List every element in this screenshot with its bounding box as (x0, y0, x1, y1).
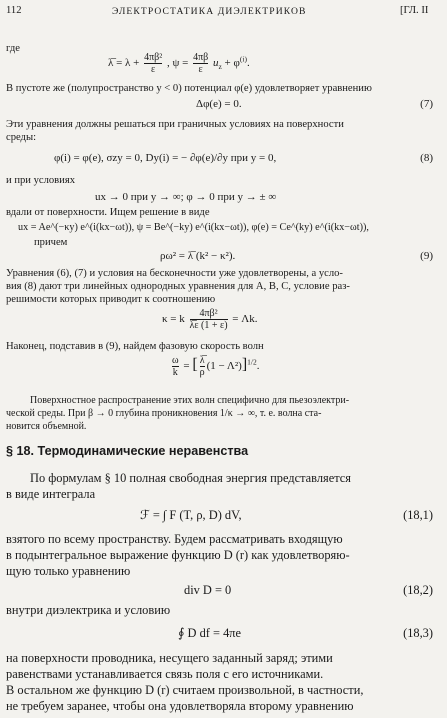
section-p3-line-1: внутри диэлектрика и условию (6, 603, 171, 617)
and-conditions: и при условиях (6, 175, 76, 186)
psi-den: ε (193, 63, 208, 75)
boundary-conditions: ux → 0 при y → ∞; φ → 0 при y → ± ∞ (95, 191, 277, 203)
section-p1-line-2: в виде интеграла (6, 487, 96, 501)
paragraph-line-3: решимости которых приводит к соотношению (6, 294, 216, 305)
equation-7-number: (7) (420, 98, 433, 110)
paragraph-line-2: вия (8) дают три линейных однородных уравнения для A, B, C, условие раз- (6, 281, 350, 292)
psi-tail: + φ (221, 57, 240, 70)
psi-u: u (212, 57, 219, 70)
lambda-den: ε (144, 63, 162, 75)
lambda-num: 4πβ² (144, 52, 163, 63)
section-p2-line-2: в подынтегральное выражение функцию D (r) как удовлетворяю- (6, 548, 350, 562)
running-title: ЭЛЕКТРОСТАТИКА ДИЭЛЕКТРИКОВ (112, 6, 307, 17)
kappa-formula (162, 308, 257, 331)
equation-7: Δφ(e) = 0. (196, 98, 242, 110)
equation-18-1: ℱ = ∫ F (T, ρ, D) dV, (140, 508, 242, 522)
rho-den: ρ (199, 367, 205, 378)
speed-tail: (1 − Λ²) (206, 360, 242, 373)
section-p4-line-3: В остальном же функцию D (r) считаем произвольной, в частности, (6, 683, 364, 697)
kappa-fraction (190, 308, 228, 331)
speed-end: . (256, 360, 260, 373)
equation-8: φ(i) = φ(e), σzy = 0, Dy(i) = − ∂φ(e)/∂y при y = 0, (54, 152, 277, 164)
kappa-rhs: = Λk. (232, 313, 258, 326)
equation-18-1-number: (18,1) (403, 508, 433, 522)
paragraph-line-1: Уравнения (6), (7) и условия на бесконечности уже удовлетворены, а усло- (6, 268, 343, 279)
note-line-1: Поверхностное распространение этих волн специфично для пьезоэлектри- (30, 395, 350, 406)
section-p4-line-2: равенствами устанавливается связь поля с его источниками. (6, 667, 324, 681)
kappa-num: 4πβ² (199, 308, 218, 319)
psi-lhs: , ψ = (166, 57, 189, 70)
line-solve-1: Эти уравнения должны решаться при граничных условиях на поверхности (6, 119, 344, 130)
k-den: k (172, 367, 178, 378)
psi-num: 4πβ (193, 52, 209, 63)
note-line-3: новится объемной. (6, 421, 87, 432)
line-vacuum: В пустоте же (полупространство y < 0) потенциал φ(e) удовлетворяет уравнению (6, 83, 372, 94)
equation-18-3: ∮ D df = 4πe (178, 626, 242, 640)
speed-exponent: 1/2 (247, 357, 257, 367)
lambda-rho-fraction (200, 355, 205, 378)
equation-18-2: div D = 0 (184, 583, 232, 597)
final-line: Наконец, подставив в (9), найдем фазовую скорость волн (6, 341, 264, 352)
omega-k-fraction (172, 355, 179, 378)
kappa-lhs: κ = k (162, 313, 185, 326)
kappa-den: λ̅ε (1 + ε) (189, 320, 228, 331)
note-line-2: ческой среды. При β → 0 глубина проникновения 1/κ → ∞, т. е. волна ста- (6, 408, 322, 419)
where-label-2: причем (34, 237, 68, 248)
omega-num: ω (172, 355, 179, 366)
page-number: 112 (6, 5, 22, 16)
line-solve-2: среды: (6, 132, 37, 143)
section-p1-line-1: По формулам § 10 полная свободная энергия представляется (30, 471, 351, 485)
line-far: вдали от поверхности. Ищем решение в виде (6, 207, 210, 218)
where-label: где (6, 43, 20, 54)
phase-speed-formula: $\frac{\omega}{k}$ = [ $\frac{\lambda̅}{\rho}$ (1 − Λ²)]$^{1/2}$. (172, 355, 260, 378)
formula-lambda-psi: λ̅ = λ + $\frac{\text{4πβ²}}{\varepsilon}$ , ψ = $\frac{4\pi\beta}{\varepsilon}$ $u_z + \varphi^{(i)}$. (108, 52, 250, 75)
solution-form: ux = Ae^(−κy) e^(i(kx−ωt)), ψ = Be^(−ky) e^(i(kx−ωt)), φ(e) = Ce^(ky) e^(i(kx−ωt)), (18, 222, 369, 233)
equation-18-3-number: (18,3) (403, 626, 433, 640)
equation-8-number: (8) (420, 152, 433, 164)
section-p2-line-3: щую только уравнению (6, 564, 131, 578)
chapter-label: [ГЛ. II (400, 5, 429, 16)
section-title: § 18. Термодинамические неравенства (6, 444, 249, 458)
equation-9-number: (9) (420, 250, 433, 262)
speed-equals: = (183, 360, 190, 373)
section-p4-line-1: на поверхности проводника, несущего заданный заряд; этими (6, 651, 333, 665)
psi-fraction (193, 52, 208, 75)
equation-18-2-number: (18,2) (403, 583, 433, 597)
lambda-fraction (144, 52, 162, 75)
section-p4-line-4: не требуем заранее, чтобы она удовлетворяла второму уравнению (6, 699, 354, 713)
lambda-bar-num: λ̅ (199, 355, 205, 366)
equation-9: ρω² = λ̅ (k² − κ²). (160, 250, 236, 262)
section-p2-line-1: взятого по всему пространству. Будем рассматривать входящую (6, 532, 343, 546)
lambda-lhs: λ̅ = λ + (108, 57, 140, 70)
